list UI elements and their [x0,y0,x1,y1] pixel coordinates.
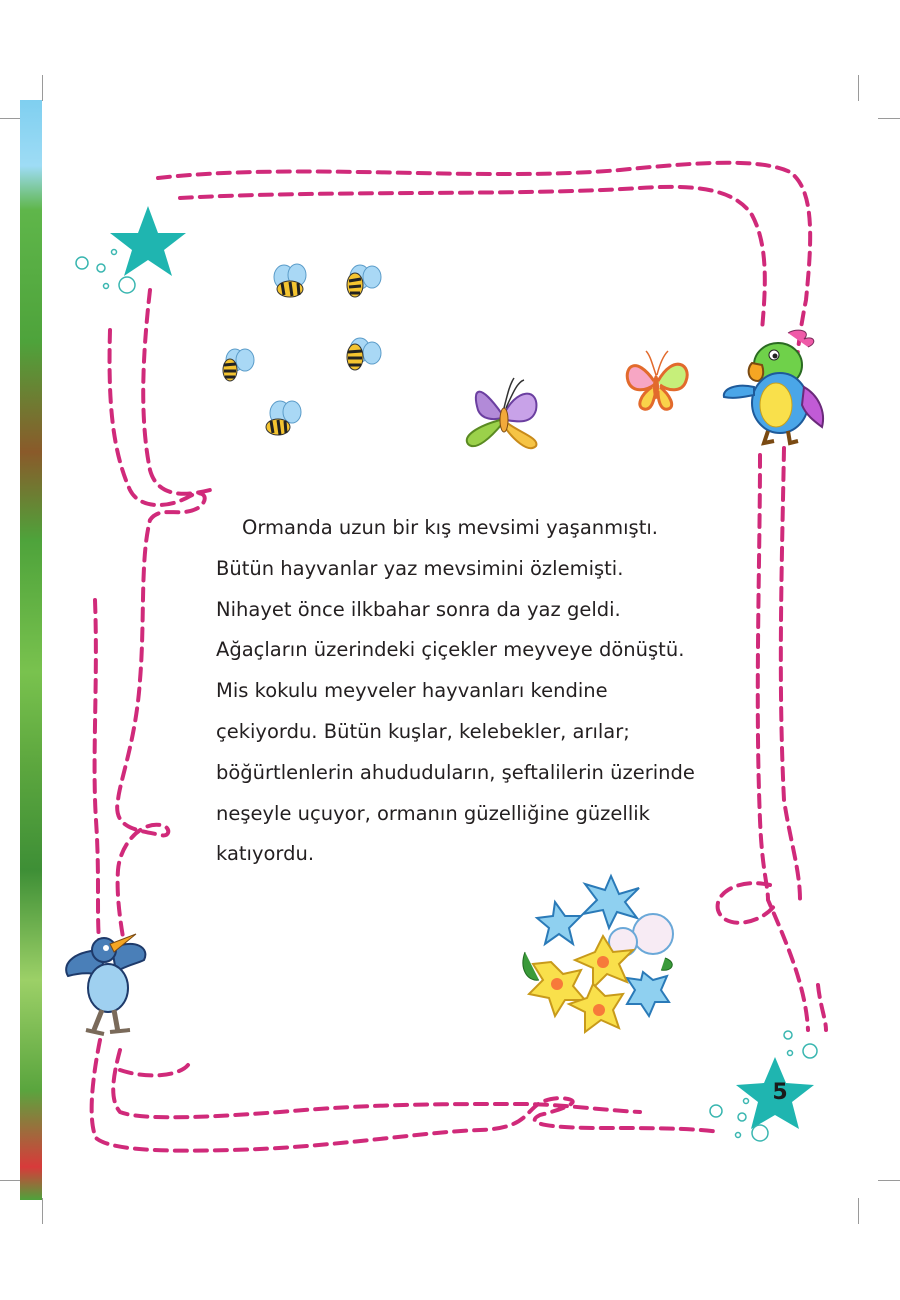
story-line: Ormanda uzun bir kış mevsimi yaşanmıştı. [242,516,658,539]
bird-icon [60,930,155,1042]
story-line: katıyordu. [216,842,315,866]
story-line: Nihayet önce ilkbahar sonra da yaz geldi. [216,597,621,621]
story-text [216,508,736,875]
flower-bouquet-icon [515,872,680,1040]
story-line: Mis kokulu meyveler hayvanları kendine [216,679,608,703]
star-icon [70,200,190,300]
butterfly-icon [622,345,692,415]
story-line: Ağaçların üzerindeki çiçekler meyveye dönüştü. [216,638,685,662]
bee-icon [347,265,381,297]
bees-group [210,255,390,445]
bee-icon [223,349,254,381]
story-line: böğürtlenlerin ahududuların, şeftalilerin üzerinde [216,760,695,784]
bee-icon [274,264,306,297]
parrot-icon [718,325,828,450]
story-line: neşeyle uçuyor, ormanın güzelliğine güzellik [216,801,650,825]
page-number: 5 [772,1080,788,1105]
butterfly-icon [458,370,553,462]
bee-icon [266,401,301,435]
bee-icon [347,338,381,370]
story-line: Bütün hayvanlar yaz mevsimini özlemişti. [216,556,624,580]
story-line: çekiyordu. Bütün kuşlar, kelebekler, arılar; [216,719,630,743]
